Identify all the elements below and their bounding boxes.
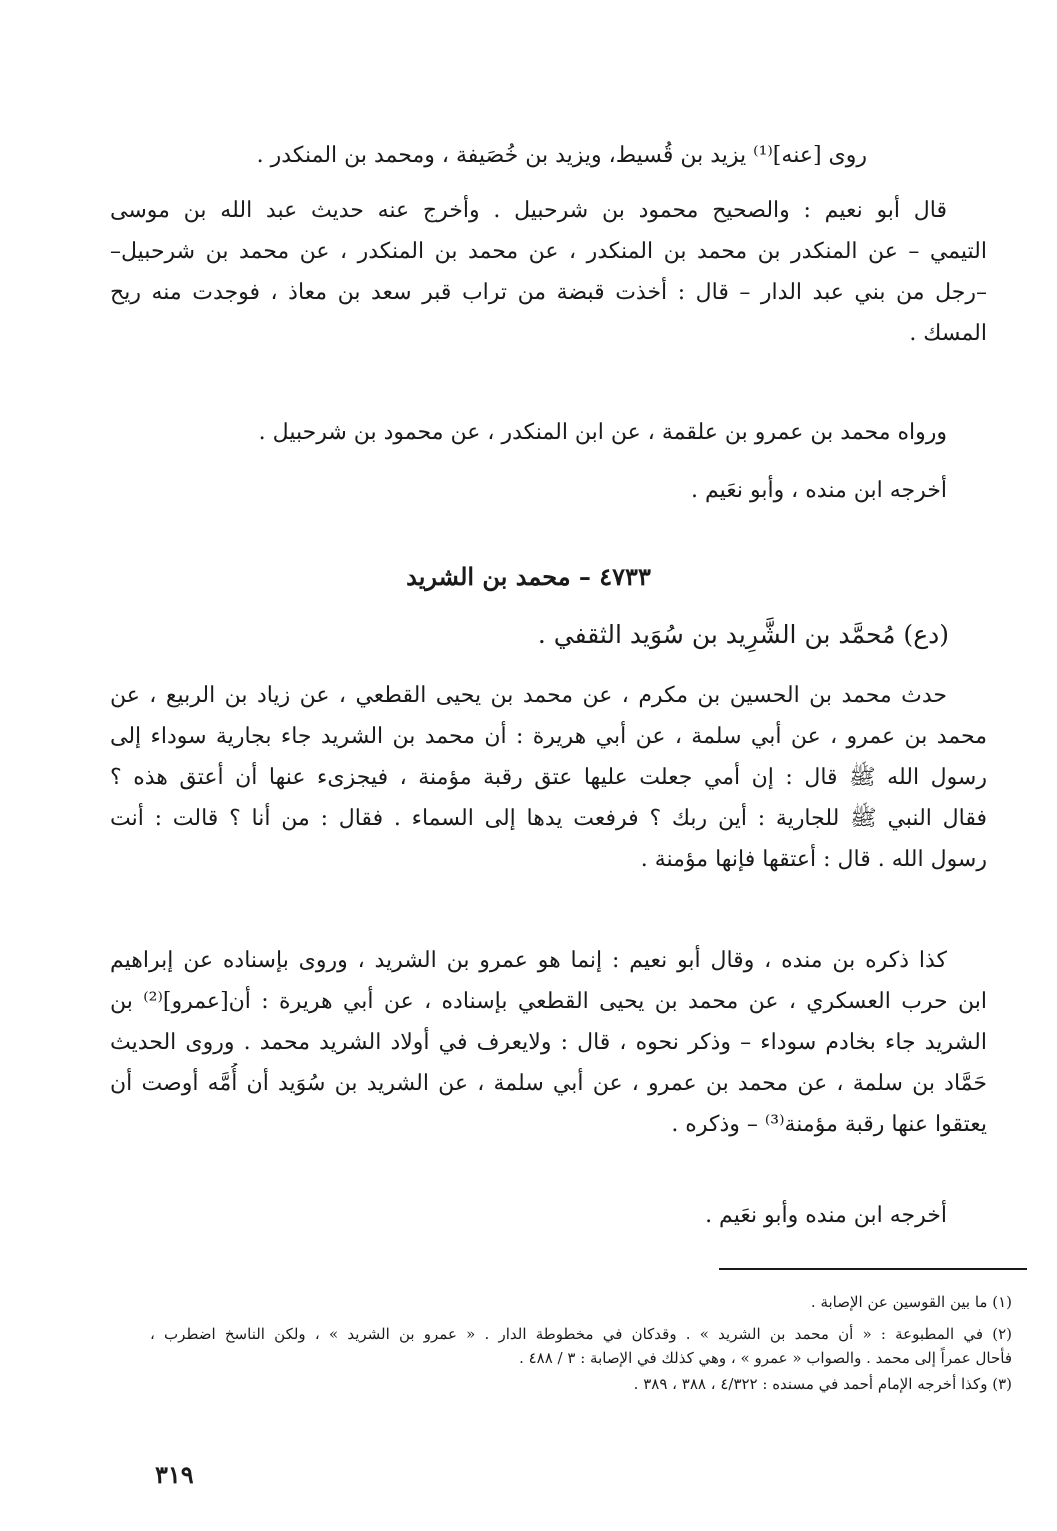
text-line: محمد بن عمرو ، عن أبي سلمة ، عن أبي هريرة : أن محمد بن الشريد جاء بجارية سوداء إلى (110, 724, 987, 749)
entry-subheading: (دع) مُحمَّد بن الشَّرِيد بن سُوَيد الثقفي . (537, 620, 949, 649)
text-line: –رجل من بني عبد الدار – قال : أخذت قبضة من تراب قبر سعد بن معاذ ، فوجدت منه ريح (110, 280, 987, 305)
paragraph-takhrij (110, 470, 987, 511)
text-line: كذا ذكره بن منده ، وقال أبو نعيم : إنما هو عمرو بن الشريد ، وروى بإسناده عن إبراهيم (110, 948, 948, 973)
text-line: أخرجه ابن منده وأبو نعَيم . (705, 1203, 947, 1228)
paragraph-discussion (110, 940, 987, 1145)
footnote-3: (٣) وكذا أخرجه الإمام أحمد في مسنده : ٤/٣٢٢ ، ٣٨٨ ، ٣٨٩ . (633, 1375, 1012, 1393)
text-line: حَمَّاد بن سلمة ، عن محمد بن عمرو ، عن أبي سلمة ، عن الشريد بن سُوَيد أن أُمَّه أوصت أن (110, 1071, 987, 1096)
entry-heading: ٤٧٣٣ – محمد بن الشريد (406, 562, 651, 591)
text-line: قال أبو نعيم : والصحيح محمود بن شرحبيل . وأخرج عنه حديث عبد الله بن موسى (110, 198, 947, 223)
paragraph-hadith (110, 675, 987, 880)
paragraph-narration (110, 412, 987, 453)
text-line: روى [عنه]⁽¹⁾ يزيد بن قُسيط، ويزيد بن خُصَيفة ، ومحمد بن المنكدر . (256, 143, 867, 168)
text-line: ابن حرب العسكري ، عن محمد بن يحيى القطعي بإسناده ، عن أبي هريرة : أن[عمرو]⁽²⁾ بن (110, 989, 987, 1014)
page-number: ٣١٩ (155, 1460, 194, 1489)
text-line: ورواه محمد بن عمرو بن علقمة ، عن ابن المنكدر ، عن محمود بن شرحبيل . (258, 420, 947, 445)
text-line: حدث محمد بن الحسين بن مكرم ، عن محمد بن يحيى القطعي ، عن زياد بن الربيع ، عن (110, 683, 947, 708)
text-line: أخرجه ابن منده ، وأبو نعَيم . (690, 478, 947, 503)
text-line: التيمي – عن المنكدر بن محمد بن المنكدر ، عن محمد بن المنكدر ، عن محمد بن شرحبيل– (110, 239, 987, 264)
footnote-2: (٢) في المطبوعة : « أن محمد بن الشريد » . وقدكان في مخطوطة الدار . « عمرو بن الشريد » ، ولكن الناسخ اضطرب ، (150, 1325, 1012, 1343)
text-line: فقال النبي ﷺ للجارية : أين ربك ؟ فرفعت يدها إلى السماء . فقال : من أنا ؟ قالت : أنت (110, 806, 987, 831)
footnote-divider (719, 1268, 1027, 1270)
text-line: المسك . (909, 321, 987, 346)
text-line: رسول الله . قال : أعتقها فإنها مؤمنة . (640, 847, 987, 872)
paragraph-takhrij-2 (110, 1195, 987, 1236)
text-line: الشريد جاء بخادم سوداء – وذكر نحوه ، قال : ولايعرف في أولاد الشريد محمد . وروى الحديث (110, 1030, 987, 1055)
text-line: رسول الله ﷺ قال : إن أمي جعلت عليها عتق رقبة مؤمنة ، فيجزىء عنها أن أعتق هذه ؟ (110, 765, 987, 790)
footnote-1: (١) ما بين القوسين عن الإصابة . (810, 1293, 1012, 1311)
footnote-2-continued: فأحال عمراً إلى محمد . والصواب « عمرو » ، وهي كذلك في الإصابة : ٣ / ٤٨٨ . (519, 1349, 1012, 1367)
paragraph-abu-nuaim (110, 190, 987, 354)
text-line: يعتقوا عنها رقبة مؤمنة⁽³⁾ – وذكره . (671, 1112, 987, 1137)
footnotes (150, 1290, 1012, 1396)
paragraph-narrators (110, 135, 987, 176)
